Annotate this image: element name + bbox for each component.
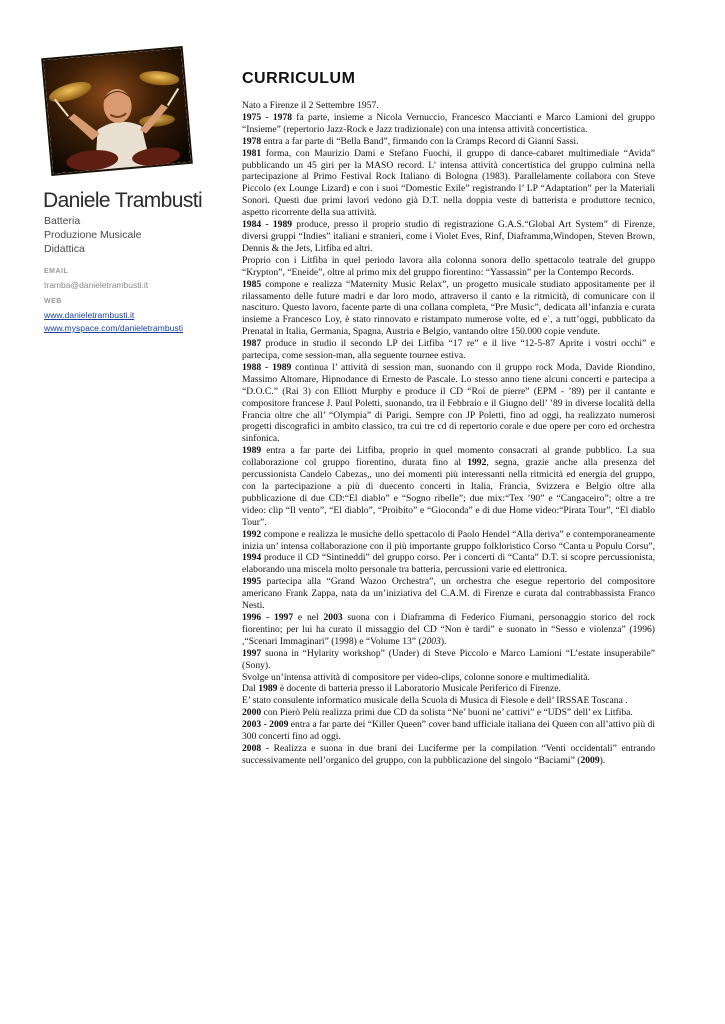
year-highlight: 1994 (242, 552, 262, 564)
year-highlight: 1981 (242, 147, 262, 159)
cv-paragraph (242, 362, 655, 445)
cv-text: , segna, grazie anche alla presenza del percussionista Candelo Cabezas,, uno dei momenti più interessanti nella ritmicità ed energia del gruppo, con la partecipazione a più di duecento concerti in Italia, Francia, Svizzera e Belgio oltre alla pubblicazione di due CD:“El diablo” e “Sogno ribelle”; due mix:“Tex ’90” e “Cangaceiro”; oltre a tre video: clip “Il vento”, “El diablo”, “Proibito” e “Gioconda” e di due Home video:“Pirata Tour”, “El diablo Tour”. (242, 457, 655, 528)
cv-paragraph (242, 707, 655, 719)
cv-text: forma, con Maurizio Dami e Stefano Fuochi, il gruppo di dance-cabaret multimediale “Avida” pubblicando un 45 giri per la MASO record. L’ intensa attività concertistica del gruppo culmina nella partecipazione al Primo Festival Rock Italiano di Bologna (1983). Parallelamente collabora con Steve Piccolo (ex Lounge Lizard) e con i suoi “Domestic Exile” registrando l’ LP “Adaptation” per la Materiali Sonori. Questi due primi lavori vedono già D.T. nella doppia veste di batterista e produttore tecnico, aspetto ricorrente della sua attività. (242, 147, 655, 219)
role-item: Produzione Musicale (44, 229, 142, 241)
cv-text: ). (440, 635, 447, 647)
cv-text: entra a far parte di “Bella Band”, firmando con la Cramps Record di Gianni Sassi. (261, 135, 579, 147)
year-highlight: 1996 - 1997 (242, 611, 294, 623)
cv-text: ). (599, 754, 606, 766)
year-highlight: 1989 (258, 683, 278, 695)
website-link[interactable]: www.danieletrambusti.it (44, 310, 135, 320)
year-highlight: 2003 - 2009 (242, 719, 289, 731)
year-highlight: 1989 (242, 445, 262, 457)
email-address: tramba@danieletrambusti.it (44, 280, 149, 290)
cv-text: Realizza e suona in due brani dei Luciferme per la compilation “Venti occidentali” entrando successivamente nell’organico del gruppo, con la pubblicazione del singolo “Baciami” ( (242, 742, 656, 766)
cv-paragraph (242, 136, 655, 148)
cv-paragraph (242, 279, 655, 339)
year-highlight: 2003 (323, 611, 343, 623)
cv-paragraph (242, 612, 655, 648)
role-item: Batteria (44, 215, 81, 227)
profile-roles (44, 214, 141, 256)
cv-text: partecipa alla “Grand Wazoo Orchestra”, un orchestra che esegue repertorio del compositore americano Frank Zappa, nata da un’iniziativa del C.A.M. di Firenze e curata dal contrabbassista Franco Nesti. (242, 576, 655, 612)
profile-photo (41, 46, 193, 176)
drummer-photo-image (43, 48, 190, 174)
year-highlight: 1984 - 1989 (242, 219, 293, 231)
web-label: WEB (44, 298, 62, 305)
cv-paragraph (242, 695, 655, 707)
cv-paragraph (242, 338, 655, 362)
year-highlight: 1992 (242, 528, 262, 540)
cv-text: compone e realizza le musiche dello spettacolo di Paolo Hendel “Alla deriva” e contemporaneamente inizia un’ intensa collaborazione con il più importante gruppo folkloristico Corso “Canta u Populu Corsu”, (242, 528, 655, 552)
year-highlight: 2008 - (242, 742, 269, 754)
web-links (44, 309, 183, 335)
cv-text: entra a far parte dei “Killer Queen” cover band ufficiale italiana dei Queen con all’attivo più di 300 concerti fino ad oggi. (242, 719, 655, 743)
cv-paragraph (242, 100, 655, 112)
year-highlight: 1995 (242, 576, 262, 588)
cv-text: Dal (242, 683, 259, 695)
role-item: Didattica (44, 243, 85, 255)
year-highlight: 1992 (467, 457, 487, 469)
cv-text: suona con i Diaframma di Federico Fiumani, personaggio storico del rock fiorentino; per lui ha curato il missaggio del CD “Non è tardi” e suonato in “Sesso e violenza” (1996) ,“Scenari Immaginari” (1998) e “Volume 13” ( (242, 611, 655, 647)
year-highlight: 1987 (242, 338, 262, 350)
email-label: EMAIL (44, 268, 69, 275)
cv-paragraph (242, 219, 655, 255)
cv-paragraph (242, 255, 655, 279)
cv-paragraph (242, 743, 655, 767)
cv-paragraph (242, 576, 655, 612)
document-title: CURRICULUM (242, 70, 356, 87)
cv-text: E’ stato consulente informatico musicale della Scuola di Musica di Fiesole e dell’ IRSSAE Toscana . (242, 695, 628, 707)
year-highlight: 1975 - 1978 (242, 111, 293, 123)
cv-text: Nato a Firenze il 2 Settembre 1957. (242, 100, 379, 111)
year-highlight: 2000 (242, 707, 262, 719)
cv-text: produce in studio il secondo LP dei Litfiba “17 re” e il live “12-5-87 Aprite i vostri occhi” e partecipa, come session-man, alla seguente tournee estiva. (242, 338, 655, 362)
cv-text: compone e realizza “Maternity Music Relax”, un progetto musicale studiato appositamente per il rilassamento delle future madri e dar loro modo, attraverso il canto e la ritmicità, di comunicare con il nascituro. Questo lavoro, facente parte di una collana completa, “Pre Music”, dedicata all’infanzia e curata insieme a Francesco Loy, è stato rinnovato e ristampato numerose volte, ed e`, a tutt’oggi, pubblicato da Prenatal in Italia, Germania, Spagna, Austria e Belgio, vantando oltre 150.000 copie vendute. (242, 278, 655, 338)
cv-text: 2003 (421, 635, 441, 647)
profile-name: Daniele Trambusti (43, 189, 203, 212)
cv-text: continua l’ attività di session man, suonando con il gruppo rock Moda, Davide Riondino, Massimo Altomare, Hipnodance di Ernesto de Pascale. Lo stesso anno tiene alcuni concerti e partecipa a “D.O.C.” (Rai 3) con Elliott Murphy e produce il CD “Roi de pierre” (EPM - ’89) per il cantante e compositore francese J. Paul Poletti, suonando, tra il Febbraio e il Giugno dell’ ’89 in diverse località della Francia oltre che all’ “Olympia” di Parigi. Sempre con JP Poletti, fino ad oggi, ha realizzato numerosi progetti discografici in ambito classico, tra cui tre cd di repertorio corale e due opere per coro ed orchestra sinfonica. (242, 361, 655, 445)
cv-paragraph (242, 719, 655, 743)
year-highlight: 1988 - 1989 (242, 361, 292, 373)
year-highlight: 1985 (242, 278, 262, 290)
cv-paragraph (242, 148, 655, 219)
cv-text: produce il CD “Sintineddi” del gruppo corso. Per i concerti di “Canta” D.T. si scopre percussionista, elaborando una miscela molto personale tra batteria, percussioni varie ed elettronica. (242, 552, 655, 576)
year-highlight: 2009 (580, 754, 600, 766)
cv-text: e nel (293, 611, 324, 623)
cv-paragraph (242, 445, 655, 528)
cv-paragraph (242, 529, 655, 577)
cv-text: con Pierò Pelù realizza primi due CD da solista “Ne’ buoni ne’ cattivi” e “UDS” dell’ ex Litfiba. (261, 707, 633, 719)
cv-text: suona in “Hylarity workshop” (Under) di Steve Piccolo e Marco Lamioni “L’estate insuperabile” (Sony). (242, 647, 655, 671)
cv-text: Proprio con i Litfiba in quel periodo lavora alla colonna sonora dello spettacolo teatrale del gruppo “Krypton”, “Eneide”, oltre al primo mix del gruppo fiorentino: “Yassassin” per la Contempo Records. (242, 254, 655, 278)
year-highlight: 1978 (242, 135, 262, 147)
cv-paragraph (242, 683, 655, 695)
cv-text: fa parte, insieme a Nicola Vernuccio, Francesco Maccianti e Marco Lamioni del gruppo “Insieme” (repertorio Jazz-Rock e Jazz tradizionale) con una intensa attività concertistica. (242, 111, 655, 135)
cv-text: è docente di batteria presso il Laboratorio Musicale Periferico di Firenze. (277, 683, 561, 695)
cv-paragraph (242, 672, 655, 684)
cv-paragraph (242, 112, 655, 136)
myspace-link[interactable]: www.myspace.com/danieletrambusti (44, 323, 183, 333)
cv-text: produce, presso il proprio studio di registrazione G.A.S.“Global Art System” di Firenze, diversi gruppi “Indies” italiani e stranieri, come i Violet Eves, Rinf, Diaframma,Windopen, Steven Brown, Dennis & the Jets, Litfiba ed altri. (242, 219, 655, 254)
cv-paragraph (242, 648, 655, 672)
cv-text: entra a far parte dei Litfiba, proprio in quel momento consacrati al grande pubblico. La sua collaborazione col gruppo fiorentino, durata fino al (242, 445, 655, 469)
cv-text: Svolge un’intensa attività di compositore per video-clips, colonne sonore e multimedialità. (242, 671, 590, 683)
year-highlight: 1997 (242, 647, 262, 659)
curriculum-body (242, 100, 655, 767)
